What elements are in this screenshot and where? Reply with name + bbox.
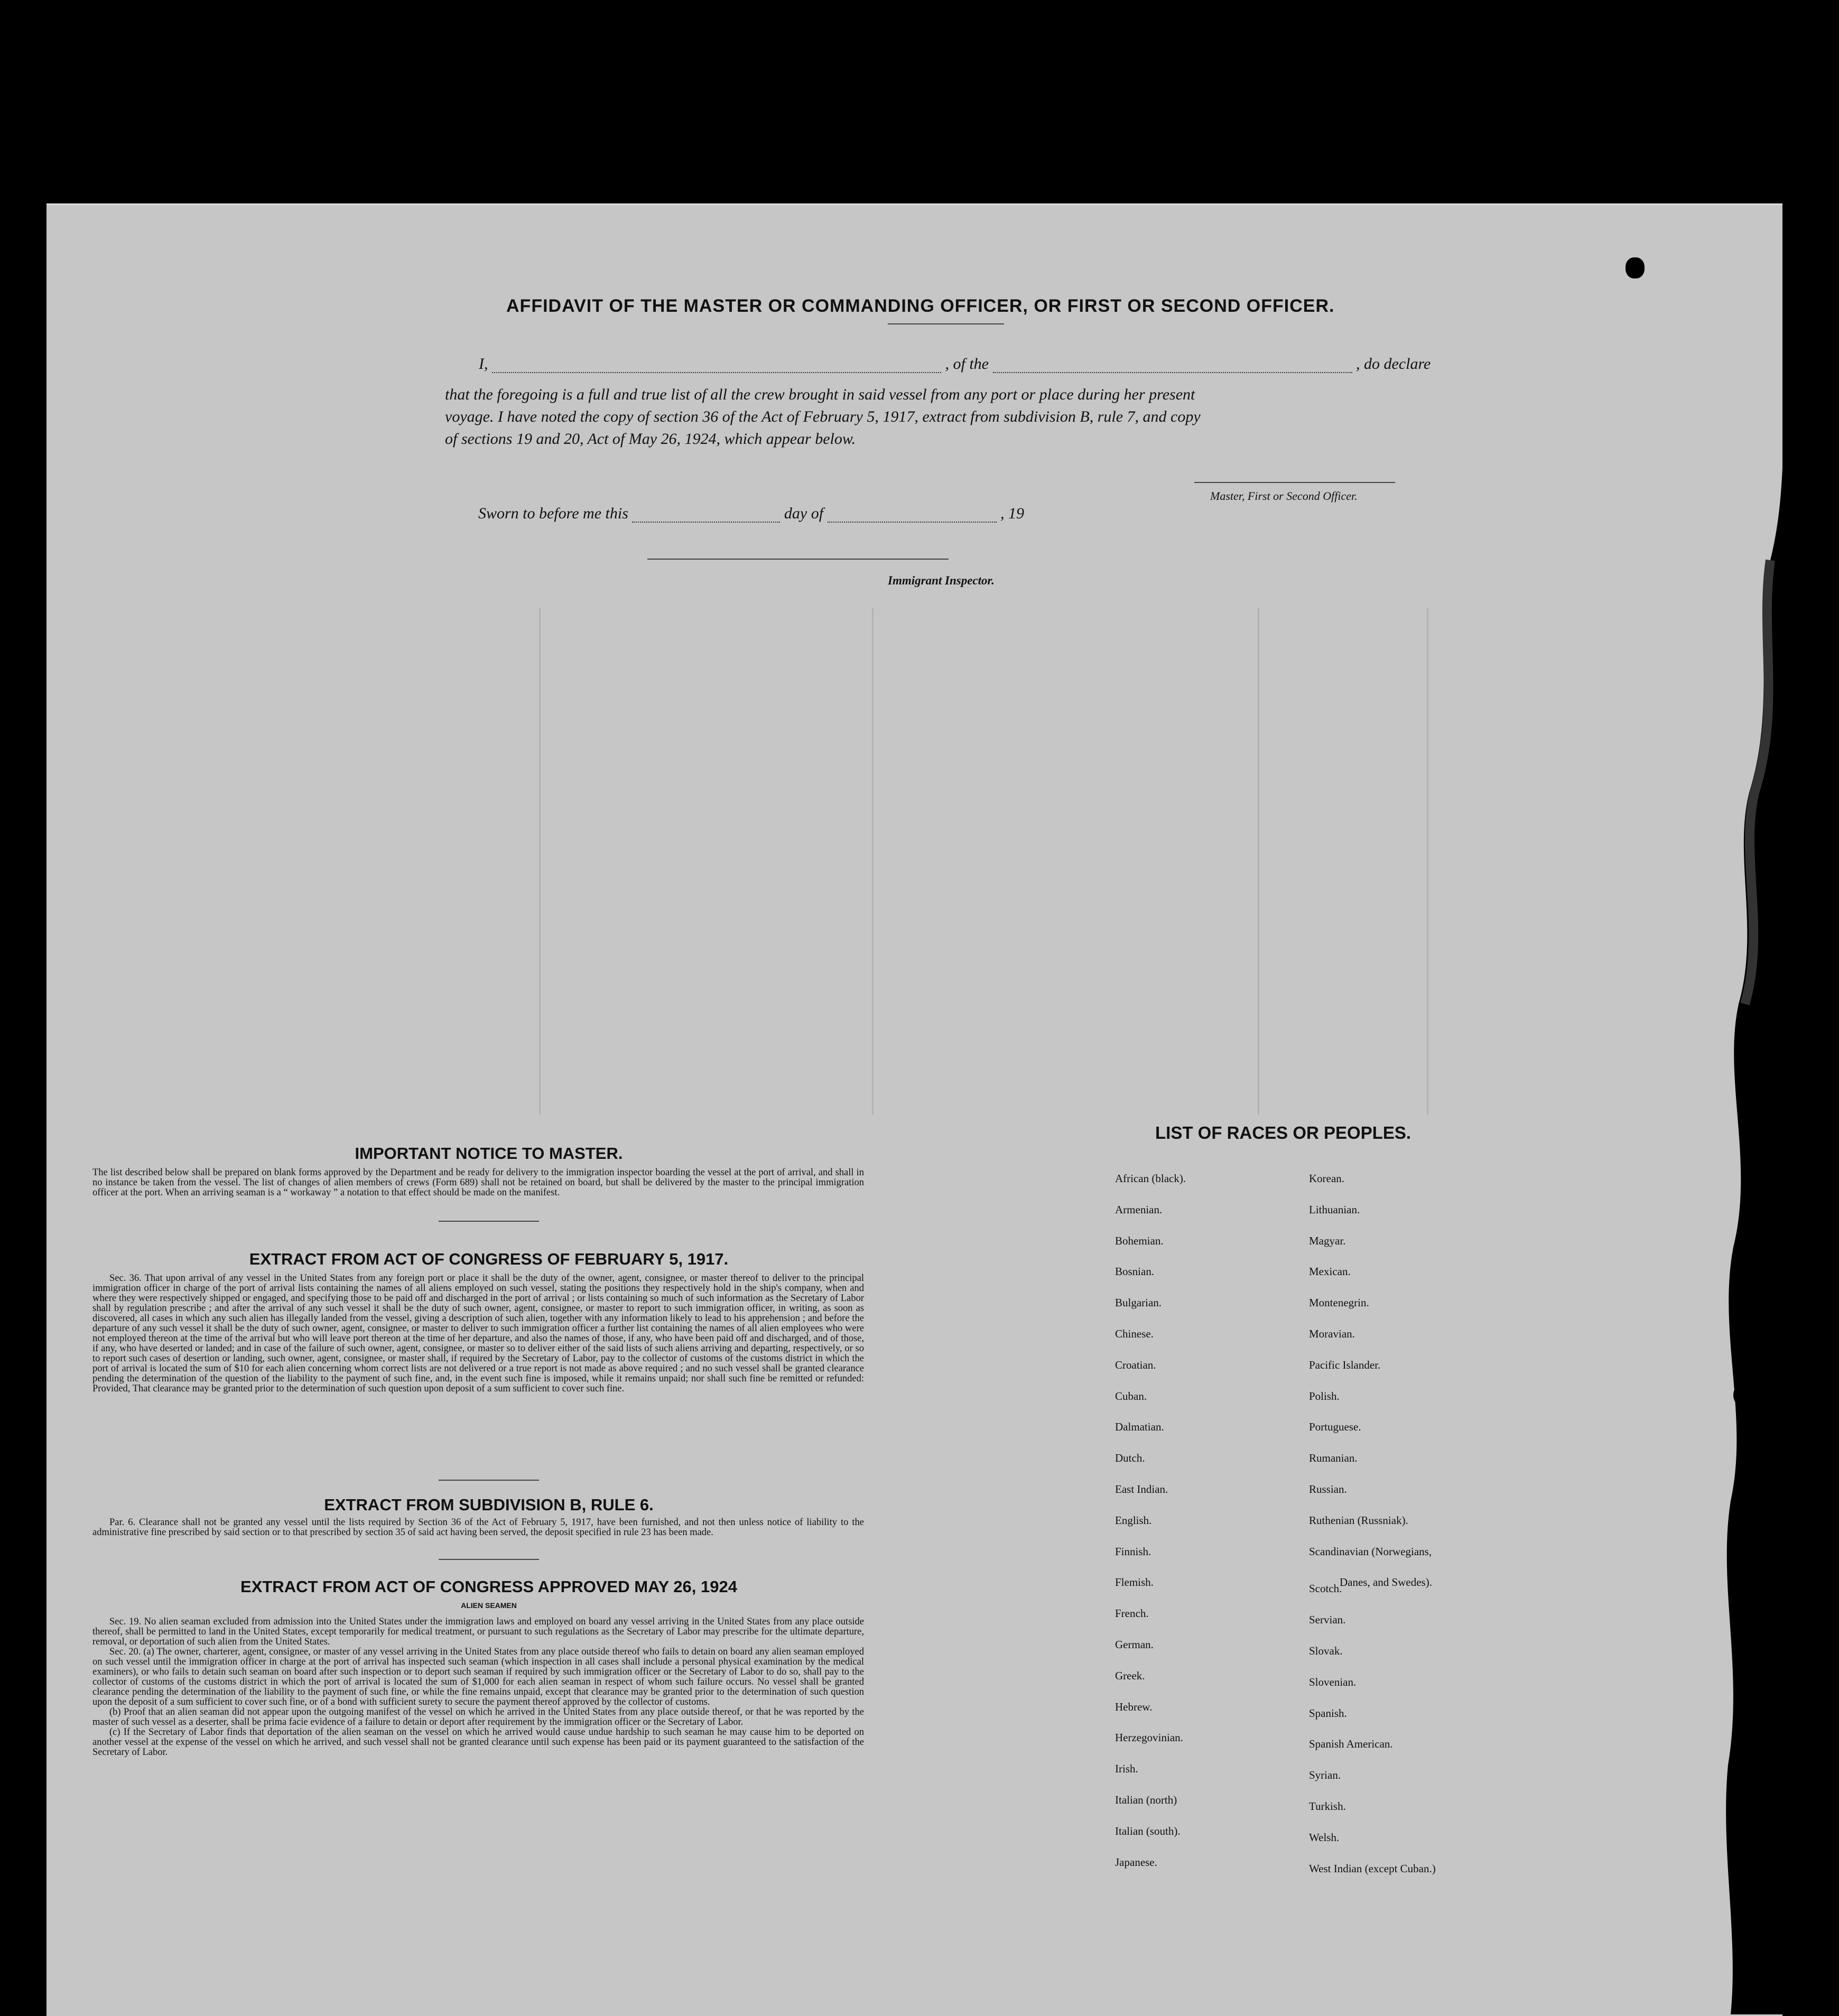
race-item: Pacific Islander. <box>1309 1358 1381 1371</box>
subdivision-b-text <box>92 1518 864 1538</box>
sworn-day-field[interactable] <box>632 509 780 523</box>
race-item: Bulgarian. <box>1115 1296 1162 1309</box>
title-divider <box>888 323 1004 324</box>
race-item: Greek. <box>1115 1669 1145 1682</box>
race-item: Hebrew. <box>1115 1700 1153 1713</box>
affidavit-body-line1: that the foregoing is a full and true list of all the crew brought in said vessel from any port or place during her present <box>445 386 1195 403</box>
race-item: English. <box>1115 1513 1152 1527</box>
master-signature-line[interactable] <box>1194 482 1395 483</box>
race-item: Spanish. <box>1309 1706 1347 1720</box>
punch-hole <box>1626 257 1645 278</box>
race-item: Cuban. <box>1115 1389 1147 1402</box>
race-item: Bosnian. <box>1115 1265 1155 1278</box>
i-label: I, <box>479 355 488 373</box>
sworn-prefix: Sworn to before me this <box>478 505 628 522</box>
extract-1917-heading: EXTRACT FROM ACT OF CONGRESS OF FEBRUARY 5, 1917. <box>249 1250 729 1268</box>
race-item: East Indian. <box>1115 1483 1168 1495</box>
race-item: Japanese. <box>1115 1855 1157 1869</box>
race-scandinavian-continued: Danes, and Swedes). <box>1340 1576 1432 1588</box>
race-item: Magyar. <box>1309 1234 1346 1247</box>
race-item: French. <box>1115 1607 1149 1620</box>
vessel-name-field[interactable] <box>993 359 1352 373</box>
punch-hole <box>1744 1374 1762 1394</box>
subdivision-b-heading: EXTRACT FROM SUBDIVISION B, RULE 6. <box>324 1495 654 1514</box>
year-label: , 19 <box>1000 505 1025 522</box>
race-item: Korean. <box>1309 1172 1345 1185</box>
race-item: Russian. <box>1309 1483 1347 1495</box>
race-item: Herzegovinian. <box>1115 1731 1183 1744</box>
races-heading: LIST OF RACES OR PEOPLES. <box>1155 1123 1411 1142</box>
declarant-line <box>479 355 1431 373</box>
race-item: African (black). <box>1115 1172 1186 1185</box>
race-item: Italian (south). <box>1115 1824 1181 1837</box>
notice-heading: IMPORTANT NOTICE TO MASTER. <box>355 1144 623 1163</box>
race-item: Bohemian. <box>1115 1234 1164 1247</box>
master-caption: Master, First or Second Officer. <box>1210 489 1358 503</box>
sworn-month-field[interactable] <box>828 509 997 523</box>
sec19-paragraph: Sec. 19. No alien seaman excluded from admission into the United States under the immigration laws and employed on board any vessel arriving in the United States from any place outside thereof, shall be permitted to land in the United States, except temporarily for medical treatment, or pursuant to such regulations as the Secretary of Labor may prescribe for the ultimate departure, removal, or deportation of such alien from the United States. <box>92 1616 864 1647</box>
day-of-label: day of <box>784 505 824 522</box>
race-item: Italian (north) <box>1115 1794 1177 1806</box>
extract-1924-heading: EXTRACT FROM ACT OF CONGRESS APPROVED MAY 26, 1924 <box>240 1577 737 1596</box>
race-item: Servian. <box>1309 1613 1346 1627</box>
sec20b-paragraph: (b) Proof that an alien seaman did not appear upon the outgoing manifest of the vessel on which he arrived in the United States from any place outside thereof, or that he was reported by the master of such vessel as a deserter, shall be prima facie evidence of a failure to detain or deport after requirement by the immigration officer or the Secretary of Labor. <box>92 1707 864 1727</box>
race-item: Irish. <box>1115 1762 1138 1776</box>
race-item: Mexican. <box>1309 1265 1351 1278</box>
extract-1917-text <box>92 1274 864 1394</box>
race-item: Slovak. <box>1309 1645 1343 1657</box>
race-item: Ruthenian (Russniak). <box>1309 1513 1408 1527</box>
race-item: Turkish. <box>1309 1800 1346 1813</box>
race-item: Slovenian. <box>1309 1675 1357 1688</box>
race-item: Spanish American. <box>1309 1738 1393 1751</box>
extract-1924-text <box>92 1617 864 1758</box>
sec20a-paragraph: Sec. 20. (a) The owner, charterer, agent, consignee, or master of any vessel arriving in the United States from any place outside thereof who fails to detain on board any alien seaman employed on such vessel until the immigration officer in charge at the port of arrival has inspected such seaman (which inspection in all cases shall include a personal physical examination by the medical examiners), or who fails to detain such seaman on board after such inspection or to deport such seaman if required by such immigration officer or the Secretary of Labor to do so, shall pay to the collector of customs of the customs district in which the port of arrival is located the sum of $1,000 for each alien seaman in respect of whom such failure occurs. No vessel shall be granted clearance pending the determination of the liability to the payment of such fine, or while the fine remains unpaid, except that clearance may be granted prior to the determination of such question upon the deposit of a sum sufficient to cover such fine, or of a bond with sufficient surety to secure the payment thereof approved by the collector of customs. <box>92 1647 864 1707</box>
race-item: Lithuanian. <box>1309 1203 1360 1216</box>
race-item: Croatian. <box>1115 1358 1156 1371</box>
sec36-paragraph: Sec. 36. That upon arrival of any vessel in the United States from any foreign port or place it shall be the duty of the owner, agent, consignee, or master thereof to deliver to the principal immigration officer in charge of the port of arrival lists containing the names of all aliens employed on such vessel, stating the positions they respectively hold in the ship's company, when and where they were respectively shipped or engaged, and specifying those to be paid off and discharged in the port of arrival ; or lists containing so much of such information as the Secretary of Labor shall by regulation prescribe ; and after the arrival of any such vessel it shall be the duty of such owner, agent, consignee, or master to report to such immigration officer, in writing, as soon as discovered, all cases in which any such alien has illegally landed from the vessel, giving a description of such alien, together with any information likely to lead to his apprehension ; and before the departure of any such vessel it shall be the duty of such owner, agent, consignee, or master to deliver to such immigration officer a further list containing the names of all alien employees who were not employed thereon at the time of the arrival but who will leave port thereon at the time of her departure, and also the names of those, if any, who have been paid off and discharged, and of those, if any, who have deserted or landed; and in case of the failure of such owner, agent, consignee, or master so to deliver either of the said lists of such aliens arriving and departing, respectively, or so to report such cases of desertion or landing, such owner, agent, consignee, or master shall, if required by the Secretary of Labor, pay to the collector of customs of the customs district in which the port of arrival is located the sum of $10 for each alien concerning whom correct lists are not delivered or a true report is not made as above required ; and no such vessel shall be granted clearance pending the determination of the question of the liability to the payment of such fine, and, in the event such fine is imposed, while it remains unpaid; nor shall such fine be remitted or refunded: Provided, That clearance may be granted prior to the determination of such question upon deposit of a sum sufficient to cover such fine. <box>92 1273 864 1394</box>
bleed-through-line <box>1258 608 1259 1115</box>
subdivision-b-divider <box>439 1559 539 1560</box>
race-item: Finnish. <box>1115 1545 1151 1558</box>
affidavit-title: AFFIDAVIT OF THE MASTER OR COMMANDING OFFICER, OR FIRST OR SECOND OFFICER. <box>506 296 1335 316</box>
race-item: Polish. <box>1309 1389 1340 1402</box>
race-item: German. <box>1115 1638 1154 1651</box>
notice-text: The list described below shall be prepared on blank forms approved by the Department and be ready for delivery to the immigration inspector boarding the vessel at the port of arrival, and shall in no instance be taken from the vessel. The list of changes of alien members of crews (Form 689) shall not be retained on board, but shall be delivered by the master to the principal immigration officer at the port. When an arriving seaman is a “ workaway ” a notation to that effect should be made on the manifest. <box>92 1167 864 1198</box>
race-item: Armenian. <box>1115 1203 1163 1216</box>
do-declare-label: , do declare <box>1356 355 1431 373</box>
race-item: Dutch. <box>1115 1452 1145 1465</box>
extract-1917-divider <box>439 1480 539 1481</box>
inspector-caption: Immigrant Inspector. <box>888 574 995 587</box>
notice-divider <box>439 1221 539 1222</box>
race-item: Montenegrin. <box>1309 1296 1369 1309</box>
of-the-label: , of the <box>945 355 989 373</box>
bleed-through-line <box>1427 608 1428 1115</box>
sec20c-paragraph: (c) If the Secretary of Labor finds that deportation of the alien seaman on the vessel on which he arrived would cause undue hardship to such seaman he may cause him to be deported on another vessel at the expense of the vessel on which he arrived, and such vessel shall not be granted clearance until such expense has been paid or its payment guaranteed to the satisfaction of the Secretary of Labor. <box>92 1727 864 1758</box>
officer-name-field[interactable] <box>492 359 941 373</box>
inspector-signature-line[interactable] <box>647 559 949 560</box>
bleed-through-line <box>872 608 874 1115</box>
race-item: Welsh. <box>1309 1831 1340 1844</box>
race-item: Dalmatian. <box>1115 1420 1164 1434</box>
bleed-through-line <box>539 608 541 1115</box>
race-item: Portuguese. <box>1309 1420 1361 1434</box>
race-item: Chinese. <box>1115 1327 1154 1340</box>
race-item: Moravian. <box>1309 1327 1355 1340</box>
affidavit-body-line3: of sections 19 and 20, Act of May 26, 1924, which appear below. <box>445 430 856 448</box>
race-item: Scandinavian (Norwegians, <box>1309 1545 1432 1558</box>
alien-seamen-subheading: ALIEN SEAMEN <box>461 1601 517 1610</box>
race-item: West Indian (except Cuban.) <box>1309 1862 1436 1875</box>
race-item: Flemish. <box>1115 1576 1154 1589</box>
par6-paragraph: Par. 6. Clearance shall not be granted any vessel until the lists required by Section 36 of the Act of February 5, 1917, have been furnished, and not then unless notice of liability to the administrative fine prescribed by said section or to that prescribed by section 35 of said act having been served, the deposit specified in rule 23 has been made. <box>92 1517 864 1538</box>
race-item: Scotch. <box>1309 1582 1342 1595</box>
sworn-line <box>478 505 1024 523</box>
race-item: Syrian. <box>1309 1769 1341 1782</box>
race-item: Rumanian. <box>1309 1452 1358 1465</box>
affidavit-body-line2: voyage. I have noted the copy of section 36 of the Act of February 5, 1917, extract from subdivision B, rule 7, and copy <box>445 408 1201 425</box>
